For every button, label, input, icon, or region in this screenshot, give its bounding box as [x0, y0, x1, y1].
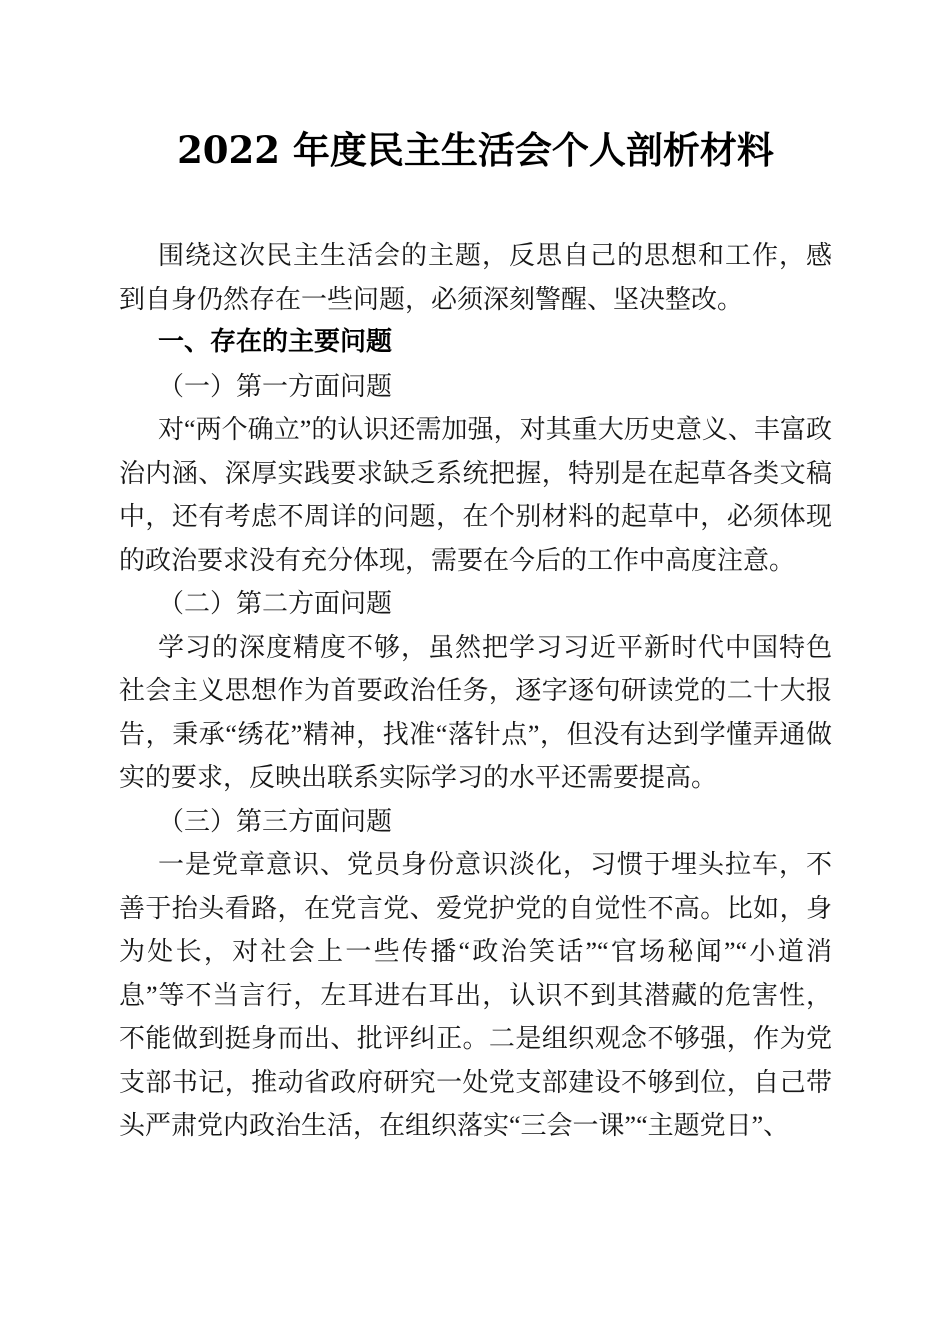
subheading-second-issue: （二）第二方面问题	[158, 589, 393, 618]
intro-paragraph: 围绕这次民主生活会的主题，反思自己的思想和工作，感到自身仍然存在一些问题，必须深刻警醒、坚决整改。	[119, 241, 832, 314]
subheading-first-issue: （一）第一方面问题	[158, 371, 393, 401]
paragraph-third-issue: 一是党章意识、党员身份意识淡化，习惯于埋头拉车，不善于抬头看路，在党言党、爱党护党的自觉性不高。比如，身为处长，对社会上一些传播“政治笑话”“官场秘闻”“小道消息”等不当言行，左耳进右耳出，认识不到其潜藏的危害性，不能做到挺身而出、批评纠正。二是组织观念不够强，作为党支部书记，推动省政府研究一处党支部建设不够到位，自己带头严肃党内政治生活，在组织落实“三会一课”“主题党日”、	[119, 850, 832, 1140]
subheading-third-issue: （三）第三方面问题	[158, 806, 393, 836]
document-title: 2022 年度民主生活会个人剖析材料	[177, 128, 774, 172]
paragraph-first-issue: 对“两个确立”的认识还需加强，对其重大历史意义、丰富政治内涵、深厚实践要求缺乏系统把握，特别是在起草各类文稿中，还有考虑不周详的问题，在个别材料的起草中，必须体现的政治要求没有充分体现，需要在今后的工作中高度注意。	[119, 415, 832, 575]
document-content	[119, 126, 832, 1148]
paragraph-second-issue: 学习的深度精度不够，虽然把学习习近平新时代中国特色社会主义思想作为首要政治任务，逐字逐句研读党的二十大报告，秉承“绣花”精神，找准“落针点”，但没有达到学懂弄通做实的要求，反映出联系实际学习的水平还需要提高。	[119, 632, 832, 792]
section-heading-main-problems: 一、存在的主要问题	[158, 327, 393, 357]
